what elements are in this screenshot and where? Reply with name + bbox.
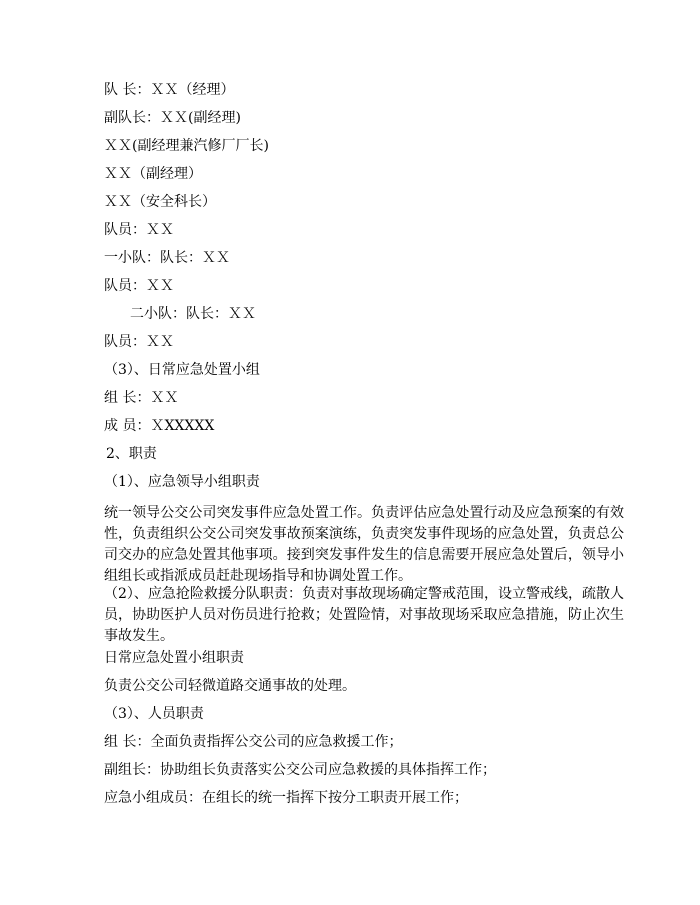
- daily-group-heading: （3）、日常应急处置小组: [104, 362, 260, 378]
- squad-two-members-line: 队员：ＸＸ: [104, 334, 174, 350]
- safety-chief-line: ＸＸ（安全科长）: [104, 194, 216, 210]
- deputy-manager-line: ＸＸ（副经理）: [104, 166, 202, 182]
- leadership-duties-heading: （1）、应急领导小组职责: [104, 474, 260, 490]
- team-leader-line: 队 长：ＸＸ（经理）: [104, 82, 235, 98]
- squad-one-members-line: 队员：ＸＸ: [104, 278, 174, 294]
- leadership-duties-paragraph: 统一领导公交公司突发事件应急处置工作。负责评估应急处置行动及应急预案的有效性，负责组织公交公司突发事故预案演练，负责突发事件现场的应急处置，负责总公司交办的应急处置其他事项。接到突发事件发生的信息需要开展应急处置后，领导小组组长或指派成员赶赴现场指导和协调处置工作。: [104, 505, 624, 584]
- leader-duty-line: 组 长：全面负责指挥公交公司的应急救援工作；: [104, 734, 403, 750]
- duties-heading: 2、职责: [106, 446, 157, 462]
- group-members-line: 成 员：ＸXXXXX: [104, 418, 215, 434]
- daily-group-duties-text: 负责公交公司轻微道路交通事故的处理。: [104, 678, 356, 694]
- deputy-leader-line: 副队长：ＸＸ(副经理): [104, 110, 241, 126]
- squad-two-leader-line: 二小队：队长：ＸＸ: [130, 306, 256, 322]
- daily-group-duties-heading: 日常应急处置小组职责: [104, 650, 244, 666]
- deputy-duty-line: 副组长：协助组长负责落实公交公司应急救援的具体指挥工作；: [104, 762, 496, 778]
- rescue-squad-duties-paragraph: （2）、应急抢险救援分队职责：负责对事故现场确定警戒范围，设立警戒线，疏散人员，协助医护人员对伤员进行抢救；处置险情，对事故现场采取应急措施，防止次生事故发生。: [104, 586, 624, 644]
- member-duty-line: 应急小组成员：在组长的统一指挥下按分工职责开展工作；: [104, 790, 468, 806]
- personnel-duties-heading: （3）、人员职责: [104, 706, 204, 722]
- deputy-manager-garage-line: ＸＸ(副经理兼汽修厂厂长): [104, 138, 269, 154]
- members-line: 队员：ＸＸ: [104, 222, 174, 238]
- group-leader-line: 组 长：ＸＸ: [104, 390, 179, 406]
- squad-one-leader-line: 一小队：队长：ＸＸ: [104, 250, 230, 266]
